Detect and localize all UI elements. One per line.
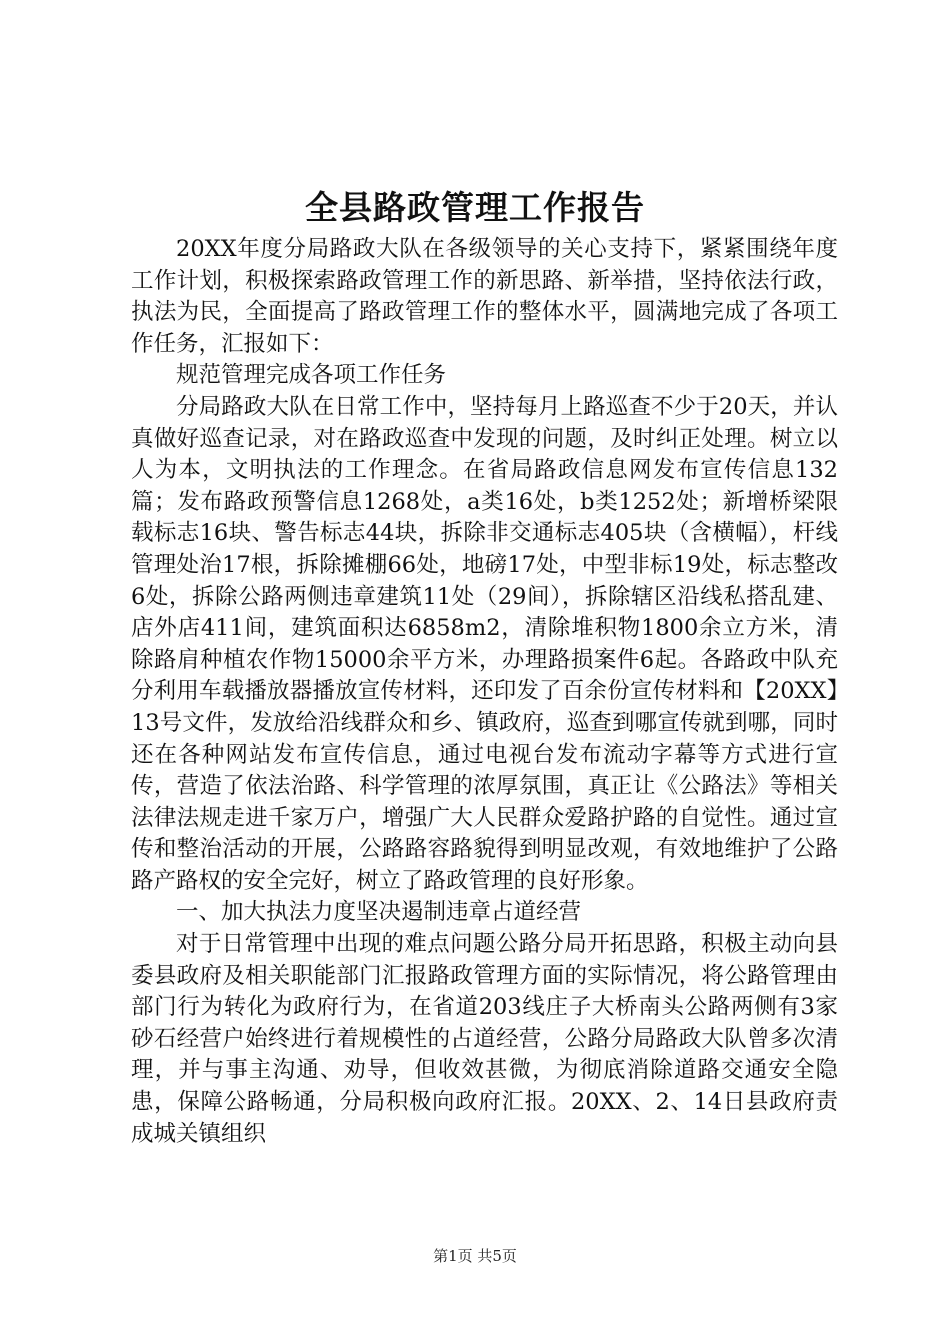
patrol-work-paragraph: 分局路政大队在日常工作中，坚持每月上路巡查不少于20天，并认真做好巡查记录，对在路政巡查中发现的问题，及时纠正处理。树立以人为本，文明执法的工作理念。在省局路政信息网发布宣传信息132篇；发布路政预警信息1268处，a类16处，b类1252处；新增桥梁限载标志16块、警告标志44块，拆除非交通标志405块（含横幅），杆线管理处治17根，拆除摊棚66处，地磅17处，中型非标19处，标志整改6处，拆除公路两侧违章建筑11处（29间），拆除辖区沿线私搭乱建、店外店411间，建筑面积达6858m2，清除堆积物1800余立方米，清除路肩种植农作物15000余平方米，办理路损案件6起。各路政中队充分利用车载播放器播放宣传材料，还印发了百余份宣传材料和【20XX】13号文件，发放给沿线群众和乡、镇政府，巡查到哪宣传就到哪，同时还在各种网站发布宣传信息，通过电视台发布流动字幕等方式进行宣传，营造了依法治路、科学管理的浓厚氛围，真正让《公路法》等相关法律法规走进千家万户，增强广大人民群众爱路护路的自觉性。通过宣传和整治活动的开展，公路路容路貌得到明显改观，有效地维护了公路路产路权的安全完好，树立了路政管理的良好形象。 [131, 393, 838, 894]
section-heading-standard-management: 规范管理完成各项工作任务 [176, 362, 447, 389]
page-footer: 第1页 共5页 [433, 1247, 517, 1265]
document-title: 全县路政管理工作报告 [305, 188, 645, 227]
section-heading-enforcement: 一、加大执法力度坚决遏制违章占道经营 [176, 899, 582, 926]
enforcement-paragraph: 对于日常管理中出现的难点问题公路分局开拓思路，积极主动向县委县政府及相关职能部门汇报路政管理方面的实际情况，将公路管理由部门行为转化为政府行为，在省道203线庄子大桥南头公路两侧有3家砂石经营户始终进行着规模性的占道经营，公路分局路政大队曾多次清理，并与事主沟通、劝导，但收效甚微，为彻底消除道路交通安全隐患，保障公路畅通，分局积极向政府汇报。20XX、2、14日县政府责成城关镇组织 [131, 931, 838, 1147]
document-body [131, 234, 838, 1150]
intro-paragraph: 20XX年度分局路政大队在各级领导的关心支持下，紧紧围绕年度工作计划，积极探索路政管理工作的新思路、新举措，坚持依法行政，执法为民，全面提高了路政管理工作的整体水平，圆满地完成了各项工作任务，汇报如下： [131, 236, 838, 357]
